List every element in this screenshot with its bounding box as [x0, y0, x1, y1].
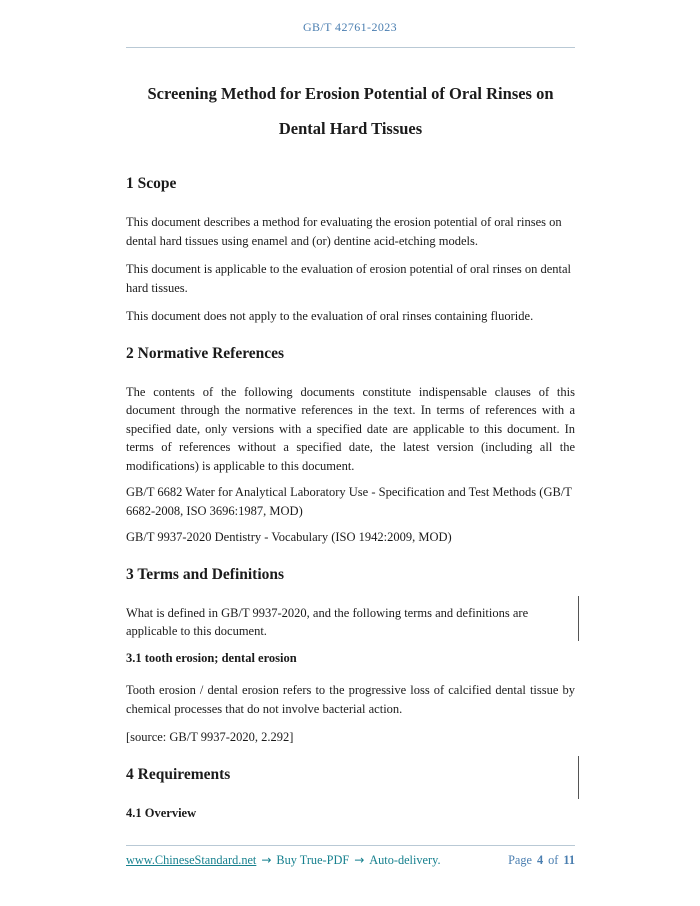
subsection-heading-tooth-erosion: 3.1 tooth erosion; dental erosion: [126, 650, 297, 665]
paragraph-reference-2: GB/T 9937-2020 Dentistry - Vocabulary (ISO 1942:2009, MOD): [126, 530, 452, 544]
doc-number: GB/T 42761-2023: [302, 20, 398, 34]
page-title-line-2: Dental Hard Tissues: [278, 119, 423, 138]
auto-delivery-label: Auto-delivery.: [369, 853, 441, 867]
paragraph-definition-source: [source: GB/T 9937-2020, 2.292]: [126, 730, 294, 744]
site-link[interactable]: www.ChineseStandard.net: [126, 853, 257, 867]
document-title: [126, 76, 575, 146]
page-footer: [126, 845, 575, 868]
section-heading-normative-references: 2 Normative References: [126, 344, 285, 362]
paragraph-scope-1: This document describes a method for evaluating the erosion potential of oral rinses on dental hard tissues using enamel and (or) dentine acid-etching models.: [126, 215, 562, 248]
total-pages: 11: [563, 853, 575, 867]
page-number: 4: [536, 853, 544, 867]
page-indicator: [508, 853, 575, 868]
paragraph-normative-intro: The contents of the following documents constitute indispensable clauses of this document through the normative references in the text. In terms of references with a specified date, only versions with a specified date are applicable to this document. In terms of references without a specified date, the latest version (including all the modifications) is applicable to this document.: [126, 384, 575, 473]
paragraph-reference-1: GB/T 6682 Water for Analytical Laboratory Use - Specification and Test Methods (GB/T 6682-2008, ISO 3696:1987, MOD): [126, 485, 572, 518]
page-label: Page: [508, 853, 532, 867]
paragraph-scope-3: This document does not apply to the evaluation of oral rinses containing fluoride.: [126, 309, 534, 323]
paragraph-tooth-erosion-definition: Tooth erosion / dental erosion refers to the progressive loss of calcified dental tissue by chemical processes that do not involve bacterial action.: [126, 683, 575, 716]
section-heading-terms-definitions: 3 Terms and Definitions: [126, 565, 285, 583]
paragraph-scope-2: This document is applicable to the evaluation of erosion potential of oral rinses on dental hard tissues.: [126, 262, 572, 295]
footer-links: [126, 853, 441, 868]
section-heading-requirements: 4 Requirements: [126, 764, 575, 785]
document-header: [0, 0, 700, 48]
of-label: of: [548, 853, 559, 867]
arrow-icon: →: [261, 853, 272, 867]
page-title-line-1: Screening Method for Erosion Potential of Oral Rinses on: [147, 84, 554, 103]
buy-true-pdf-label: Buy True-PDF: [276, 853, 350, 867]
section-heading-scope: 1 Scope: [126, 175, 177, 192]
subsection-heading-overview: 4.1 Overview: [126, 805, 197, 820]
arrow-icon: →: [354, 853, 365, 867]
document-body: [0, 48, 700, 822]
paragraph-terms-intro: What is defined in GB/T 9937-2020, and the following terms and definitions are applicable to this document.: [126, 604, 575, 641]
